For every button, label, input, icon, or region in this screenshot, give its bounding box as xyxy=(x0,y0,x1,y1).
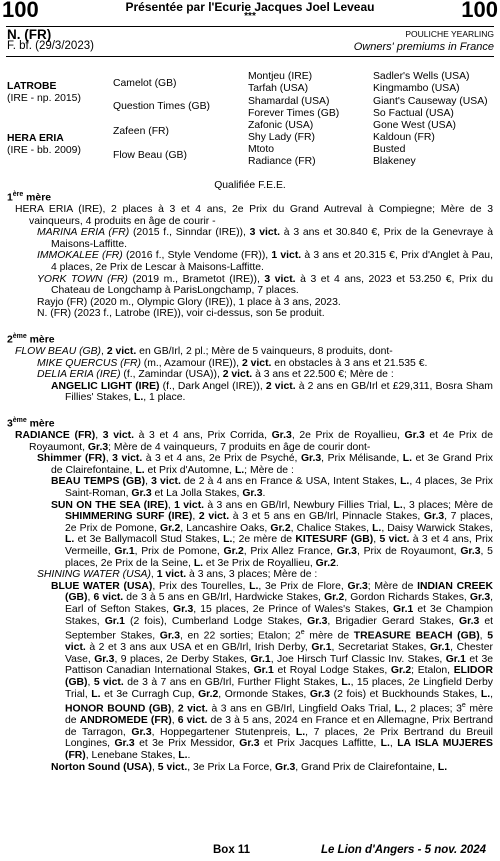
pedigree-gen3: Montjeu (IRE) xyxy=(248,71,313,82)
section-heading: 3ème mère xyxy=(7,417,55,430)
pedigree-gen3: Radiance (FR) xyxy=(248,156,316,167)
produce-entry: N. (FR) (2023 f., Latrobe (IRE)), voir ci-dessus, son 5e produit. xyxy=(37,308,325,320)
consignor: Présentée par l'Ecurie Jacques Joel Leveau xyxy=(125,0,375,14)
dam-paragraph: HERA ERIA (IRE), 2 places à 3 et 4 ans, 2e Prix du Grand Autreval à Compiegne; Mère de 3 vainqueurs, 4 produits en âge de courir - xyxy=(15,204,493,227)
produce-entry: Rayjo (FR) (2020 m., Olympic Glory (IRE)), 1 place à 3 ans, 2023. xyxy=(37,296,341,308)
pedigree-gen4: Blakeney xyxy=(373,156,416,167)
produce-entry: IMMOKALEE (FR) (2016 f., Style Vendome (FR)), 1 vict. à 3 ans et 20.315 €, Prix d'Anglet à Pau, 4 places, 2e Prix de Lescar à Maisons-Laffitte. xyxy=(37,250,493,274)
produce-entry: Shimmer (FR), 3 vict. à 3 et 4 ans, 2e Prix de Psyché, Gr.3, Prix Mélisande, L. et 3e Grand Prix de Clairefontaine, L. et Prix d'Automne, L.; Mère de : xyxy=(37,453,493,476)
pedigree-gen3: Forever Times (GB) xyxy=(248,108,340,119)
produce-entry: Norton Sound (USA), 5 vict., 3e Prix La Force, Gr.3, Grand Prix de Clairefontaine, L. xyxy=(51,761,448,773)
pedigree-gen3: Zafonic (USA) xyxy=(248,120,314,131)
produce-entry: SHINING WATER (USA), 1 vict. à 3 ans, 3 places; Mère de : xyxy=(37,569,318,581)
pedigree-sire: LATROBE xyxy=(7,81,57,92)
dam-paragraph: FLOW BEAU (GB), 2 vict. en GB/Irl, 2 pl.; Mère de 5 vainqueurs, 8 produits, dont- xyxy=(15,346,393,358)
pedigree-gen2: Flow Beau (GB) xyxy=(113,150,187,161)
produce-entry: MARINA ERIA (FR) (2015 f., Sinndar (IRE)), 3 vict. à 3 ans et 30.840 €, Prix de la Genevraye à Maisons-Laffitte. xyxy=(37,227,493,250)
pedigree-gen3: Shamardal (USA) xyxy=(248,96,330,107)
stars: *** xyxy=(244,11,256,22)
produce-entry: BLUE WATER (USA), Prix des Tourelles, L., 3e Prix de Flore, Gr.3; Mère de INDIAN CREEK (GB), 6 vict. de 3 à 5 ans en GB/Irl, Hardwicke Stakes, Gr.2, Gordon Richards Stakes, Gr.3, Earl of Sefton Stakes, Gr.3, 15 places, 2e Prince of Wales's Stakes, Gr.1 et 3e Champion Stakes, Gr.1 (2 fois), Cumberland Lodge Stakes, Gr.3, Brigadier Gerard Stakes, Gr.3 et September Stakes, Gr.3, en 22 sorties; Etalon; 2e mère de TREASURE BEACH (GB), 5 vict. à 2 et 3 ans aux USA et en GB/Irl, Irish Derby, Gr.1, Secretariat Stakes, Gr.1, Chester Vase, Gr.3, 9 places, 2e Derby Stakes, Gr.1, Joe Hirsch Turf Classic Inv. Stakes, Gr.1 et 3e Pattison Canadian International Stakes, Gr.1 et Royal Lodge Stakes, Gr.2; Etalon, ELIDOR (GB), 5 vict. de 3 à 7 ans en GB/Irl, Further Flight Stakes, L., 15 places, 2e Lingfield Derby Trial, L. et 3e Curragh Cup, Gr.2, Ormonde Stakes, Gr.3 (2 fois) et Buckhounds Stakes, L., HONOR BOUND (GB), 2 vict. à 3 ans en GB/Irl, Lingfield Oaks Trial, L., 2 places; 3e mère de ANDROMEDE (FR), 6 vict. de 3 à 5 ans, 2024 en France et en Allemagne, Prix Bertrand de Tarragon, Gr.3, Hoppegartener Stutenpreis, L., 7 places, 2e Prix Bertrand du Breuil Longines, Gr.3 et 3e Prix Messidor, Gr.3 et Prix Jacques Laffitte, L., LA ISLA MUJERES (FR), Lenebane Stakes, L.. xyxy=(51,580,494,762)
produce-entry: MIKE QUERCUS (FR) (m., Azamour (IRE)), 2 vict. en obstacles à 3 ans et 21.535 €. xyxy=(37,357,428,369)
pedigree-gen3: Mtoto xyxy=(248,144,274,155)
section-heading: 2ème mère xyxy=(7,333,55,346)
qualification: Qualifiée F.E.E. xyxy=(214,180,286,191)
produce-entry: YORK TOWN (FR) (2019 m., Brametot (IRE)), 3 vict. à 3 et 4 ans, 2023 et 53.250 €, Prix du Chateau de Longchamp à ParisLongchamp, 7 places. xyxy=(37,273,494,297)
pedigree-gen2: Camelot (GB) xyxy=(113,78,177,89)
pedigree-gen4: Giant's Causeway (USA) xyxy=(373,96,488,107)
produce-entry: BEAU TEMPS (GB), 3 vict. de 2 à 4 ans en France & USA, Intent Stakes, L., 4 places, 3e Prix Saint-Roman, Gr.3 et La Jolla Stakes, Gr.3. xyxy=(51,476,493,500)
produce-entry: SUN ON THE SEA (IRE), 1 vict. à 3 ans en GB/Irl, Newbury Fillies Trial, L., 3 places; Mère de SHIMMERING SURF (IRE), 2 vict. à 3 et 5 ans en GB/Irl, Pinnacle Stakes, Gr.3, 7 places, 2e Prix de Pomone, Gr.2, Lancashire Oaks, Gr.2, Chalice Stakes, L., Daisy Warwick Stakes, L. et 3e Ballymacoll Stud Stakes, L.; 2e mère de KITESURF (GB), 5 vict. à 3 et 4 ans, Prix Vermeille, Gr.1, Prix de Pomone, Gr.2, Prix Allez France, Gr.3, Prix de Royaumont, Gr.3, 5 places, 2e Prix de la Seine, L. et 3e Prix de Royallieu, Gr.2. xyxy=(51,499,493,569)
pedigree-dam: HERA ERIA xyxy=(7,133,64,144)
pedigree-gen4: Gone West (USA) xyxy=(373,120,456,131)
sale-place-date: Le Lion d'Angers - 5 nov. 2024 xyxy=(320,844,486,856)
pedigree-gen3: Tarfah (USA) xyxy=(248,83,309,94)
pedigree-gen4: Kingmambo (USA) xyxy=(373,83,460,94)
divider-top xyxy=(6,26,494,27)
pedigree-gen4: Kaldoun (FR) xyxy=(373,132,435,143)
section-heading: 1ère mère xyxy=(7,191,52,204)
category: POULICHE YEARLING xyxy=(405,29,494,39)
pedigree-gen4: So Factual (USA) xyxy=(373,108,454,119)
horse-birth: F. bf. (29/3/2023) xyxy=(7,40,94,52)
catalogue-body xyxy=(7,189,493,773)
pedigree-gen2: Question Times (GB) xyxy=(113,101,211,112)
pedigree-gen2: Zafeen (FR) xyxy=(113,126,170,137)
pedigree-dam-info: (IRE - bb. 2009) xyxy=(7,145,81,156)
lot-number-right: 100 xyxy=(461,0,498,22)
pedigree-gen4: Busted xyxy=(373,144,406,155)
produce-entry: ANGELIC LIGHT (IRE) (f., Dark Angel (IRE)), 2 vict. à 2 ans en GB/Irl et £29,311, Bosra Sham Fillies' Stakes, L., 1 place. xyxy=(51,380,493,404)
dam-paragraph: RADIANCE (FR), 3 vict. à 3 et 4 ans, Prix Corrida, Gr.3, 2e Prix de Royallieu, Gr.3 et 4e Prix de Royaumont, Gr.3; Mère de 4 vainqueurs, 7 produits en âge de courir dont- xyxy=(15,430,493,453)
lot-number-left: 100 xyxy=(2,0,39,22)
pedigree-sire-info: (IRE - np. 2015) xyxy=(7,93,81,104)
produce-entry: DELIA ERIA (IRE) (f., Zamindar (USA)), 2 vict. à 3 ans et 22.500 €; Mère de : xyxy=(37,369,394,381)
pedigree-gen4: Sadler's Wells (USA) xyxy=(373,71,470,82)
horse-name: N. (FR) xyxy=(7,27,52,42)
box-number: Box 11 xyxy=(213,844,251,856)
premiums: Owners' premiums in France xyxy=(353,41,494,53)
pedigree-gen3: Shy Lady (FR) xyxy=(248,132,315,143)
divider-header xyxy=(6,56,494,57)
